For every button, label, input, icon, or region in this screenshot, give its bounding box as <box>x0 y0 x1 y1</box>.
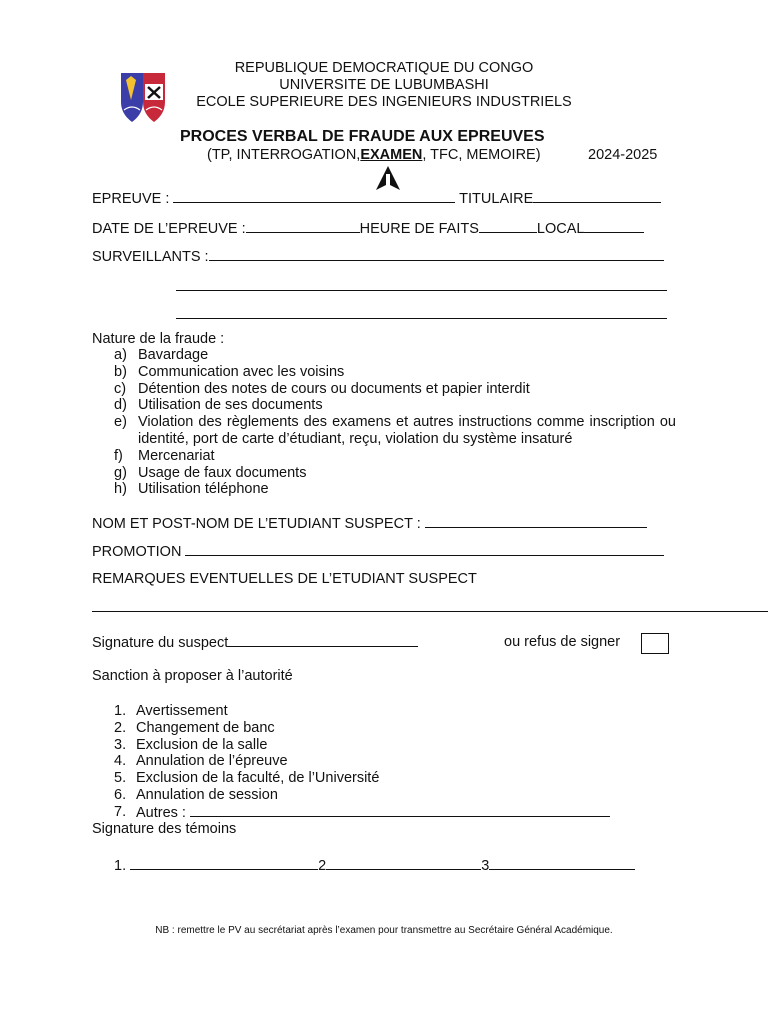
epreuve-label: EPREUVE : <box>92 191 170 207</box>
header-university: UNIVERSITE DE LUBUMBASHI <box>279 77 489 93</box>
list-item: 4. Annulation de l’épreuve <box>114 753 288 770</box>
witness-3-line[interactable] <box>489 857 635 870</box>
remarks-label: REMARQUES EVENTUELLES DE L’ETUDIANT SUSPECT <box>92 571 477 587</box>
promotion-line[interactable] <box>185 543 664 556</box>
field-surveillants <box>92 248 664 265</box>
header-school: ECOLE SUPERIEURE DES INGENIEURS INDUSTRIELS <box>196 94 572 110</box>
refus-label: ou refus de signer <box>504 634 621 650</box>
witness-3-number: 3 <box>481 858 490 874</box>
titulaire-label: TITULAIRE <box>459 191 534 207</box>
date-line[interactable] <box>246 220 360 233</box>
suspect-signature-label: Signature du suspect <box>92 635 229 651</box>
list-item: 7. Autres : <box>92 804 610 822</box>
list-item: f) Mercenariat <box>114 447 215 464</box>
heure-label: HEURE DE FAITS <box>359 221 479 237</box>
heure-line[interactable] <box>479 220 537 233</box>
local-label: LOCAL <box>536 221 585 237</box>
witness-1-line[interactable] <box>130 857 318 870</box>
surveillants-line-2[interactable] <box>176 290 667 291</box>
academic-year: 2024-2025 <box>588 147 658 163</box>
student-name-line[interactable] <box>425 515 647 528</box>
refus-checkbox[interactable] <box>641 633 669 654</box>
field-epreuve <box>92 190 661 207</box>
list-item: g) Usage de faux documents <box>114 464 307 481</box>
header-country: REPUBLIQUE DEMOCRATIQUE DU CONGO <box>234 60 534 76</box>
date-label: DATE DE L’EPREUVE : <box>92 221 246 237</box>
autres-line[interactable] <box>190 804 610 817</box>
fraud-type-list <box>92 347 676 498</box>
field-suspect-signature <box>92 634 418 651</box>
witness-1-number: 1. <box>114 858 127 874</box>
list-item: b) Communication avec les voisins <box>114 363 345 380</box>
subtitle-types-rest: , TFC, MEMOIRE) <box>422 147 541 163</box>
list-item: 2. Changement de banc <box>114 719 275 736</box>
witnesses-heading: Signature des témoins <box>92 821 237 837</box>
witness-2-line[interactable] <box>326 857 481 870</box>
list-item: 3. Exclusion de la salle <box>114 736 268 753</box>
list-item: d) Utilisation de ses documents <box>114 397 323 414</box>
list-item: 1. Avertissement <box>114 703 228 719</box>
list-item: h) Utilisation téléphone <box>114 481 269 498</box>
nature-heading: Nature de la fraude : <box>92 331 225 347</box>
local-line[interactable] <box>584 220 644 233</box>
surveillants-label: SURVEILLANTS : <box>92 249 209 265</box>
list-item: 6. Annulation de session <box>114 786 278 803</box>
suspect-signature-line[interactable] <box>228 634 418 647</box>
list-item: a) Bavardage <box>114 347 209 363</box>
sanction-list <box>92 703 610 822</box>
subtitle-types: (TP, INTERROGATION, <box>207 147 361 163</box>
surveillants-line-3[interactable] <box>176 318 667 319</box>
promotion-label: PROMOTION <box>92 544 182 560</box>
surveillants-line-1[interactable] <box>209 248 664 261</box>
field-promotion <box>92 543 664 560</box>
student-name-label: NOM ET POST-NOM DE L’ETUDIANT SUSPECT : <box>92 516 421 532</box>
titulaire-line[interactable] <box>533 190 661 203</box>
field-student-name <box>92 515 647 532</box>
field-date <box>92 220 644 237</box>
page-title: PROCES VERBAL DE FRAUDE AUX EPREUVES <box>180 128 545 145</box>
remarks-line[interactable] <box>92 611 768 612</box>
footer-note: NB : remettre le PV au secrétariat après l’examen pour transmettre au Secrétaire Général Académique. <box>155 925 613 936</box>
list-item: c) Détention des notes de cours ou documents et papier interdit <box>114 380 530 397</box>
list-item: 5. Exclusion de la faculté, de l’Université <box>114 770 380 787</box>
witness-2-number: 2 <box>318 858 327 874</box>
sanction-heading: Sanction à proposer à l’autorité <box>92 668 293 684</box>
witness-signatures <box>114 857 635 874</box>
epreuve-line[interactable] <box>173 190 455 203</box>
page-subtitle <box>207 147 541 163</box>
subtitle-examen: EXAMEN <box>360 147 423 163</box>
list-item: e) Violation des règlements des examens et autres instructions comme inscription ou identité, port de carte d’étudiant, reçu, violation du système insaturé <box>114 414 676 447</box>
